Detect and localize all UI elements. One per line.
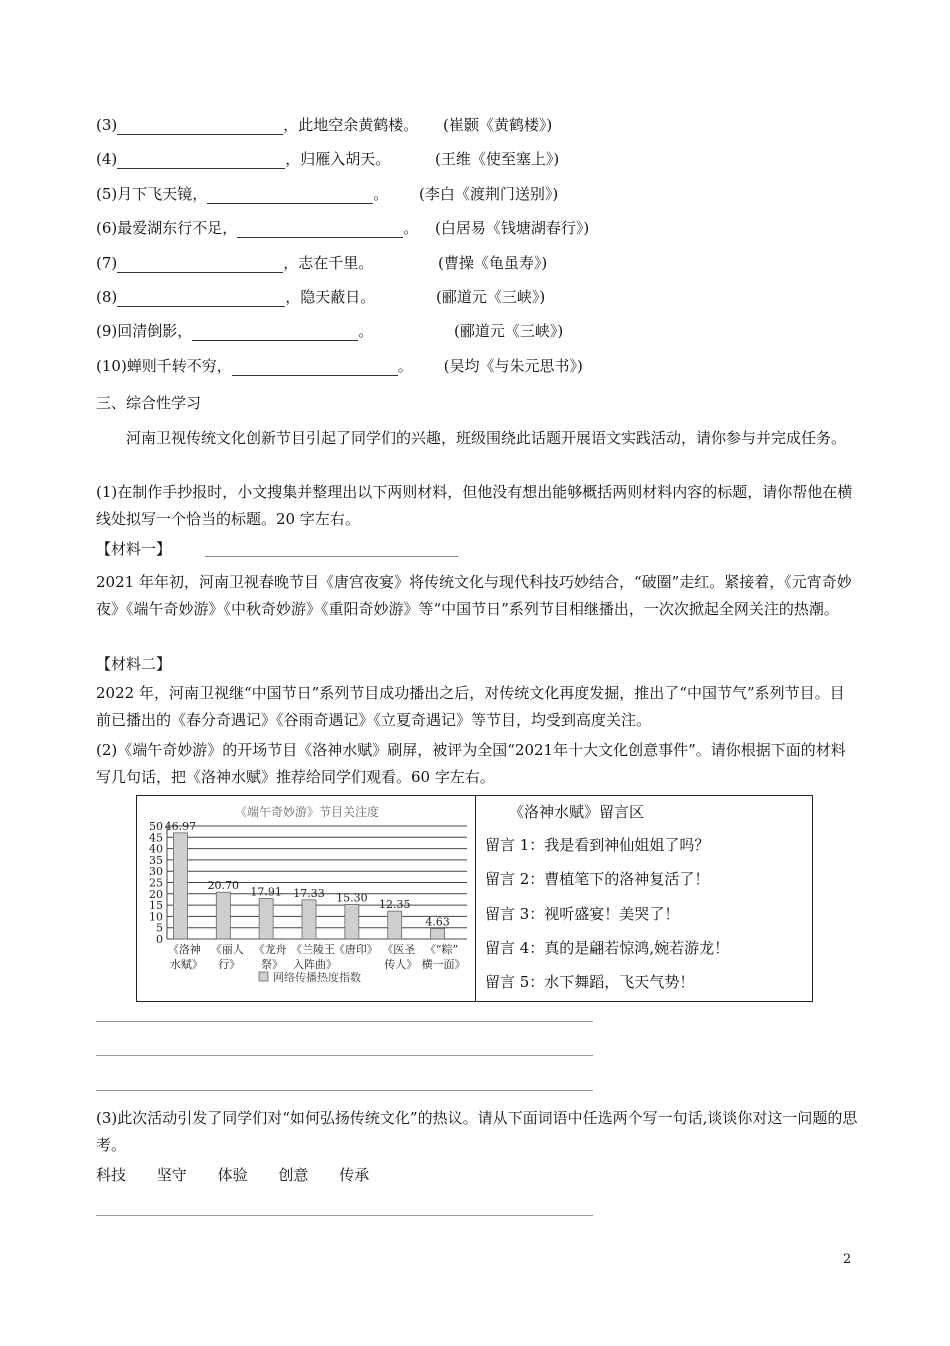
- bar: [216, 892, 230, 939]
- fill-item-6: [96, 218, 589, 238]
- bar: [345, 904, 359, 939]
- y-tick-label: 50: [149, 820, 163, 833]
- bar-value-label: 17.33: [293, 886, 325, 900]
- comment-3: 留言 3：视听盛宴！美哭了！: [485, 905, 680, 923]
- x-tick-label: 《医圣: [382, 943, 416, 956]
- bar-value-label: 12.35: [378, 898, 411, 912]
- word-list: [96, 1165, 369, 1185]
- comment-4: 留言 4：真的是翩若惊鸿,婉若游龙！: [485, 939, 730, 957]
- chart-title: 《端午奇妙游》节目关注度: [234, 805, 380, 819]
- answer-line[interactable]: [96, 1090, 593, 1091]
- bar: [302, 900, 316, 939]
- bar-value-label: 4.63: [425, 915, 450, 929]
- chart-comment-box: [136, 795, 813, 1002]
- item-source: (崔颢《黄鹤楼》): [443, 116, 553, 134]
- blank-line[interactable]: [237, 223, 403, 238]
- item-suffix: ，隐天蔽日。: [285, 288, 376, 306]
- item-prefix: (9)回清倒影，: [96, 322, 193, 340]
- x-tick-label: 行》: [218, 958, 241, 971]
- answer-line[interactable]: [96, 1055, 593, 1056]
- item-source: (郦道元《三峡》): [454, 322, 564, 340]
- item-prefix: (4): [96, 150, 118, 168]
- title-answer-line[interactable]: [205, 556, 458, 557]
- intro-paragraph: 河南卫视传统文化创新节目引起了同学们的兴趣，班级围绕此话题开展语文实践活动，请你参与并完成任务。: [126, 429, 847, 447]
- item-suffix: ，归雁入胡天。: [285, 150, 391, 168]
- material-1-label: 【材料一】: [96, 540, 172, 558]
- item-prefix: (8): [96, 288, 118, 306]
- item-source: (王维《使至塞上》): [435, 150, 560, 168]
- item-suffix: 。: [358, 322, 374, 340]
- x-tick-label: 横一面》: [421, 958, 466, 971]
- fill-item-3: [96, 115, 552, 135]
- fill-item-8: [96, 287, 545, 307]
- bar-value-label: 46.97: [164, 819, 197, 833]
- item-source: (吴均《与朱元思书》): [443, 357, 583, 375]
- x-tick-label: 《龙舟: [253, 943, 287, 956]
- x-tick-label: 《唐印》: [333, 943, 378, 956]
- x-tick-label: 《洛神: [167, 943, 201, 956]
- item-prefix: (3): [96, 116, 118, 134]
- x-tick-label: 祭》: [261, 958, 284, 971]
- material-2-label: 【材料二】: [96, 655, 172, 673]
- x-tick-label: 《“粽”: [424, 943, 459, 956]
- word-item: 坚守: [156, 1166, 187, 1184]
- item-source: (曹操《龟虽寿》): [438, 254, 548, 272]
- word-item: 体验: [217, 1166, 248, 1184]
- x-tick-label: 入阵曲》: [293, 958, 337, 971]
- y-tick-label: 5: [156, 921, 163, 935]
- x-tick-label: 《丽人: [210, 943, 244, 956]
- answer-line[interactable]: [96, 1215, 593, 1216]
- word-item: 科技: [96, 1166, 127, 1184]
- blank-line[interactable]: [232, 361, 398, 376]
- legend-swatch: [259, 972, 268, 981]
- word-item: 传承: [339, 1166, 370, 1184]
- item-suffix: 。: [397, 357, 413, 375]
- legend-label: 网络传播热度指数: [273, 971, 361, 984]
- item-source: (白居易《钱塘湖春行》): [435, 219, 590, 237]
- x-tick-label: 《兰陵王: [291, 943, 335, 956]
- item-suffix: ，此地空余黄鹤楼。: [283, 116, 419, 134]
- word-item: 创意: [278, 1166, 309, 1184]
- fill-item-10: [96, 356, 583, 376]
- comment-5: 留言 5：水下舞蹈，飞天气势！: [485, 973, 695, 991]
- material-2-text: 2022 年，河南卫视继“中国节日”系列节目成功播出之后，对传统文化再度发掘，推出了“中国节气”系列节目。目前已播出的《春分奇遇记》《谷雨奇遇记》《立夏奇遇记》等节目，均受到高度关注。: [96, 684, 845, 729]
- fill-item-5: [96, 184, 558, 204]
- item-prefix: (6)最爱湖东行不足，: [96, 219, 238, 237]
- comment-2: 留言 2：曹植笔下的洛神复活了！: [485, 870, 710, 888]
- item-prefix: (10)蝉则千转不穷，: [96, 357, 232, 375]
- fill-item-4: [96, 149, 559, 169]
- bar-value-label: 20.70: [207, 879, 240, 893]
- bar: [431, 929, 445, 939]
- y-tick-label: 35: [149, 853, 163, 867]
- material-1-text: 2021 年年初，河南卫视春晚节目《唐宫夜宴》将传统文化与现代科技巧妙结合，“破圈”走红。紧接着，《元宵奇妙夜》《端午奇妙游》《中秋奇妙游》《重阳奇妙游》等“中国节日”系列节目相继播出，一次次掀起全网关注的热潮。: [96, 573, 852, 618]
- y-tick-label: 20: [149, 887, 163, 901]
- question-3: (3)此次活动引发了同学们对“如何弘扬传统文化”的热议。请从下面词语中任选两个写一句话,谈谈你对这一问题的思考。: [96, 1109, 858, 1154]
- section-title: 三、综合性学习: [96, 394, 202, 412]
- blank-line[interactable]: [117, 292, 285, 307]
- y-tick-label: 45: [149, 831, 163, 845]
- y-tick-label: 40: [149, 842, 163, 856]
- y-tick-label: 15: [149, 899, 163, 913]
- blank-line[interactable]: [117, 258, 283, 273]
- item-suffix: ，志在千里。: [283, 254, 374, 272]
- item-suffix: 。: [373, 185, 389, 203]
- question-2: (2)《端午奇妙游》的开场节目《洛神水赋》刷屏，被评为全国“2021年十大文化创意事件”。请你根据下面的材料写几句话，把《洛神水赋》推荐给同学们观看。60 字左右。: [96, 741, 846, 786]
- item-prefix: (7): [96, 254, 118, 272]
- y-tick-label: 0: [156, 933, 163, 946]
- bar-value-label: 15.30: [336, 891, 368, 905]
- answer-line[interactable]: [96, 1021, 593, 1022]
- y-tick-label: 10: [149, 910, 163, 924]
- y-tick-label: 25: [149, 876, 163, 890]
- question-1: (1)在制作手抄报时，小文搜集并整理出以下两则材料，但他没有想出能够概括两则材料内容的标题，请你帮他在横线处拟写一个恰当的标题。20 字左右。: [96, 483, 853, 528]
- bar-value-label: 17.91: [250, 885, 282, 899]
- fill-item-7: [96, 253, 547, 273]
- item-source: (李白《渡荆门送别》): [419, 185, 559, 203]
- y-tick-label: 30: [149, 865, 163, 879]
- bar: [388, 911, 402, 939]
- item-prefix: (5)月下飞天镜，: [96, 185, 208, 203]
- fill-item-9: [96, 321, 563, 341]
- blank-line[interactable]: [192, 326, 358, 341]
- bar: [259, 899, 273, 939]
- bar-chart: [137, 796, 475, 1001]
- item-suffix: 。: [403, 219, 419, 237]
- x-tick-label: 传人》: [384, 958, 418, 971]
- comment-area-title: 《洛神水赋》留言区: [509, 803, 645, 821]
- comment-1: 留言 1：我是看到神仙姐姐了吗？: [485, 836, 710, 854]
- x-tick-label: 水赋》: [169, 958, 203, 971]
- blank-line[interactable]: [117, 120, 283, 135]
- blank-line[interactable]: [117, 154, 285, 169]
- blank-line[interactable]: [207, 189, 373, 204]
- box-divider: [475, 796, 476, 1001]
- bar: [173, 833, 187, 939]
- item-source: (郦道元《三峡》): [436, 288, 546, 306]
- page-number: 2: [843, 1252, 852, 1267]
